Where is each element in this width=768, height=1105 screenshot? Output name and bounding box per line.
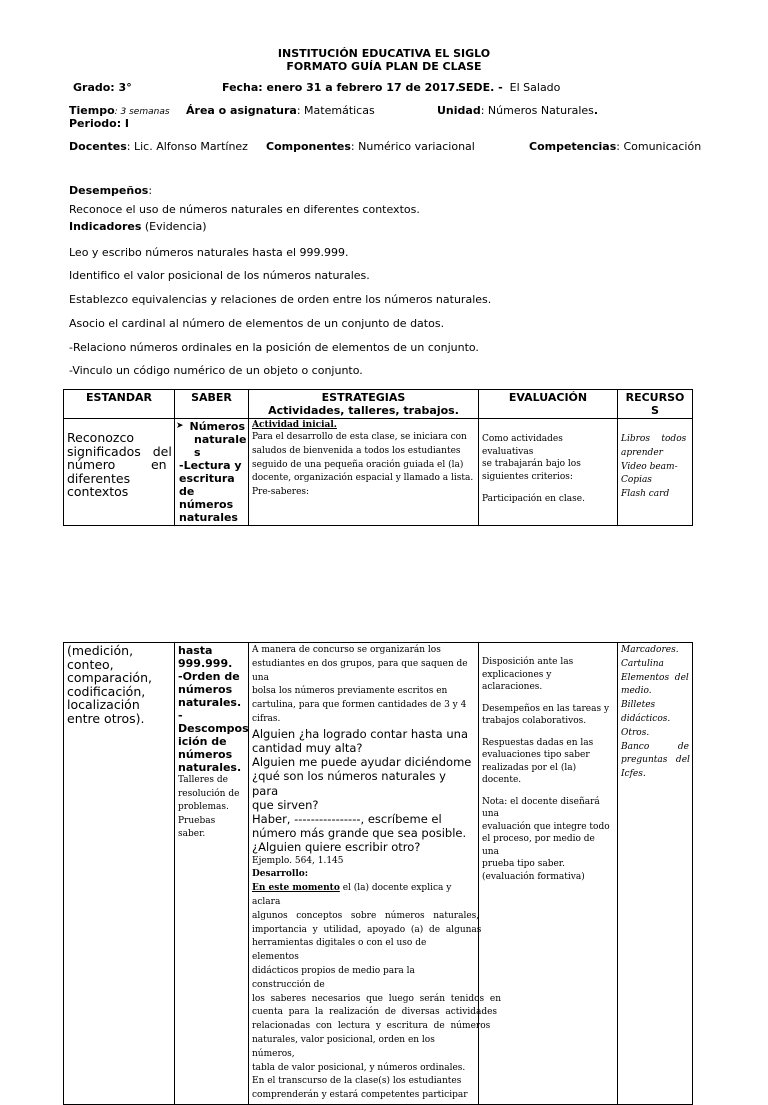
evaluacion-line: Nota: el docente diseñará una (482, 796, 600, 819)
evaluacion-line: evaluaciones tipo saber (482, 750, 590, 760)
indicadores-sub: (Evidencia) (141, 220, 207, 233)
recursos-line: medio. (621, 686, 652, 697)
indicador-item: -Relaciono números ordinales en la posición de elementos de un conjunto. (69, 341, 479, 354)
saber-line: naturales (179, 511, 238, 524)
competencias-value: : Comunicación (616, 140, 702, 153)
estrategias-line: Alguien ¿ha logrado contar hasta una (252, 726, 469, 741)
recursos-cell (618, 643, 693, 1105)
saber-line: de números (179, 485, 234, 511)
estandar-line: localización (67, 697, 140, 712)
institution-title: INSTITUCIÓN EDUCATIVA EL SIGLO (277, 47, 491, 60)
actividad-inicial-title: Actividad inicial. (252, 420, 337, 430)
componentes (266, 140, 475, 153)
unidad-label: Unidad (437, 104, 481, 117)
recursos-line: didácticos. (621, 713, 671, 724)
table-row (64, 643, 693, 1105)
desarrollo-line: algunos conceptos sobre números naturales, (252, 910, 480, 921)
arrow-bullet-icon: ➤ (176, 421, 184, 431)
header-recursos-2: S (651, 404, 659, 417)
desarrollo-lead: En este momento (252, 883, 340, 894)
desarrollo-title: Desarrollo: (252, 869, 309, 880)
desarrollo-first-line (252, 882, 475, 910)
recursos-line: Cartulina (621, 658, 664, 669)
indicador-item: Establezco equivalencias y relaciones de orden entre los números naturales. (69, 293, 492, 306)
recursos-line: Flash card (621, 489, 670, 500)
saber-line: naturales. (178, 696, 242, 709)
desarrollo-line: importancia y utilidad, apoyado (a) de algunas (252, 924, 482, 935)
estrategias-line: estudiantes en dos grupos, para que saquen de una (252, 658, 468, 683)
saber-line: Números (189, 420, 245, 433)
evaluacion-line: Desempeños en las tareas y (482, 703, 610, 714)
evaluacion-spacer (482, 787, 614, 796)
unidad-value: : Números Naturales (480, 104, 594, 117)
desempenos-text: Reconoce el uso de números naturales en diferentes contextos. (69, 203, 420, 216)
saber-cell (175, 419, 249, 526)
indicadores-heading (69, 220, 207, 233)
evaluacion-line: realizadas por el (la) docente. (482, 762, 577, 785)
docentes (69, 140, 248, 153)
desarrollo-line: naturales, valor posicional, orden en los números, (252, 1034, 435, 1059)
recursos-line: Icfes. (621, 769, 646, 780)
evaluacion-line: Como actividades evaluativas (482, 434, 563, 457)
estrategias-cell (249, 419, 479, 526)
saber-line: números (178, 683, 233, 696)
plan-table-page1 (63, 389, 693, 526)
estandar-line: entre otros). (67, 710, 145, 726)
evaluacion-cell (479, 643, 618, 1105)
desarrollo-line: En el transcurso de la clase(s) los estudiantes (252, 1076, 462, 1087)
evaluacion-spacer (482, 694, 614, 703)
desempenos-colon: : (148, 184, 153, 197)
evaluacion-line: prueba tipo saber. (482, 859, 565, 869)
area (186, 104, 375, 117)
evaluacion-line: (evaluación formativa) (482, 871, 585, 882)
table-row (64, 419, 693, 526)
estrategias-example: Ejemplo. 564, 1.145 (252, 855, 344, 866)
recursos-line: Video beam- (621, 461, 678, 472)
estrategias-line: Para el desarrollo de esta clase, se iniciara con (252, 432, 467, 442)
saber-line: 999.999. (178, 657, 233, 670)
periodo: Periodo: I (69, 117, 130, 130)
saber-line: s (194, 446, 201, 459)
area-label: Área o asignatura (186, 104, 297, 117)
recursos-line: Banco de (621, 741, 689, 752)
desarrollo-line: herramientas digitales o con el uso de elementos (252, 938, 427, 963)
evaluacion-cell (479, 419, 618, 526)
recursos-line: Libros todos (621, 434, 687, 444)
indicador-item: -Vinculo un código numérico de un objeto o conjunto. (69, 364, 363, 377)
desarrollo-line: relacionadas con lectura y escritura de números (252, 1021, 491, 1032)
indicadores-label: Indicadores (69, 220, 142, 233)
saber-line: ición de (178, 735, 227, 748)
saber-line: - (178, 709, 183, 722)
estrategias-line: A manera de concurso se organizarán los (252, 645, 441, 655)
indicador-item: Leo y escribo números naturales hasta el 999.999. (69, 246, 349, 259)
estrategias-cell (249, 643, 501, 1105)
estandar-line: diferentes (67, 470, 131, 486)
header-estrategias-sub: Actividades, talleres, trabajos. (268, 404, 459, 417)
desempenos-heading (69, 184, 152, 197)
evaluacion-line: explicaciones y aclaraciones. (482, 669, 552, 692)
indicador-item: Identifico el valor posicional de los números naturales. (69, 269, 370, 282)
evaluacion-line: Respuestas dadas en las (482, 737, 594, 748)
evaluacion-line: el proceso, por medio de una (482, 834, 595, 857)
header-estandar: ESTANDAR (64, 390, 175, 419)
sede-value: El Salado (509, 81, 561, 94)
estrategias-line: Pre-saberes: (252, 487, 310, 498)
saber-line: hasta (178, 644, 213, 657)
estrategias-line: seguido de una pequeña oración guiada el (la) (252, 459, 464, 470)
sede-label: SEDE. - (458, 81, 503, 94)
grado: Grado: 3° (73, 81, 132, 94)
estrategias-line: número más grande que sea posible. (252, 826, 467, 841)
desarrollo-line: comprenderán y estará competentes participar (252, 1090, 468, 1101)
evaluacion-line: Participación en clase. (482, 494, 585, 504)
saber-line: números (178, 748, 233, 761)
saber-line: naturales. (178, 761, 242, 774)
tiempo-value: : 3 semanas (114, 107, 170, 117)
saber-line: Pruebas saber. (178, 815, 216, 839)
recursos-line: Copias (621, 475, 652, 486)
header-recursos (618, 390, 693, 419)
tiempo-label: Tiempo (69, 104, 115, 117)
fecha: Fecha: enero 31 a febrero 17 de 2017. (222, 81, 460, 94)
area-value: : Matemáticas (296, 104, 375, 117)
estandar-line: contextos (67, 484, 129, 499)
tiempo (69, 104, 170, 117)
estandar-line: significados del (67, 443, 172, 459)
header-estrategias-title: ESTRATEGIAS (321, 391, 406, 404)
saber-line: resolución de (178, 788, 240, 799)
competencias-label: Competencias (529, 140, 617, 153)
saber-line: Talleres de (178, 775, 228, 785)
evaluacion-line: se trabajarán bajo los (482, 459, 581, 469)
format-title: FORMATO GUÍA PLAN DE CLASE (286, 60, 482, 73)
desempenos-label: Desempeños (69, 184, 149, 197)
evaluacion-line: trabajos colaborativos. (482, 716, 587, 726)
header-evaluacion: EVALUACIÓN (479, 390, 618, 419)
estandar-line: (medición, (67, 643, 134, 658)
header-saber: SABER (175, 390, 249, 419)
estrategias-line: ¿qué son los números naturales y para (252, 769, 446, 798)
estrategias-line: ¿Alguien quiere escribir otro? (252, 840, 421, 855)
estandar-cell (64, 643, 175, 1105)
unidad-dot: . (593, 104, 599, 117)
saber-line: -Orden de (178, 670, 240, 683)
estrategias-line: cifras. (252, 713, 281, 724)
table-header-row (64, 390, 693, 419)
estrategias-line: cartulina, para que formen cantidades de 3 y 4 (252, 700, 467, 711)
estrategias-line: Haber, ----------------, escríbeme el (252, 812, 442, 826)
estandar-line: Reconozco (67, 430, 134, 445)
docentes-label: Docentes (69, 140, 127, 153)
estandar-line: codificación, (67, 683, 146, 699)
saber-line: naturale (194, 433, 247, 446)
unidad (437, 104, 598, 117)
estrategias-line: cantidad muy alta? (252, 740, 363, 755)
componentes-label: Componentes (266, 140, 351, 153)
evaluacion-spacer (482, 483, 614, 493)
saber-line: escritura (179, 472, 235, 485)
recursos-cell (618, 419, 693, 526)
header-estrategias (249, 390, 479, 419)
saber-line: Descompos (178, 722, 249, 735)
evaluacion-line: siguientes criterios: (482, 471, 573, 482)
sede (458, 81, 560, 94)
estandar-line: conteo, (67, 656, 114, 672)
recursos-line: Marcadores. (621, 645, 679, 655)
estrategias-line: que sirven? (252, 797, 319, 812)
desarrollo-line: los saberes necesarios que luego serán tenidos en (252, 993, 501, 1004)
competencias (529, 140, 701, 153)
saber-line: -Lectura y (179, 459, 242, 472)
evaluacion-spacer (482, 728, 614, 737)
componentes-value: : Numérico variacional (350, 140, 475, 153)
desarrollo-line: tabla de valor posicional, y números ordinales. (252, 1062, 466, 1073)
recursos-line: aprender (621, 447, 663, 458)
estrategias-line: Alguien me puede ayudar diciéndome (252, 755, 472, 770)
desarrollo-line: cuenta para la realización de diversas actividades (252, 1007, 498, 1018)
desarrollo-line: didácticos propios de medio para la construcción de (252, 965, 415, 990)
recursos-line: Elementos del (621, 672, 689, 683)
desarrollo-line: el (la) docente explica y aclara (252, 883, 452, 907)
estrategias-line: bolsa los números previamente escritos en (252, 686, 448, 697)
evaluacion-line: evaluación que integre todo (482, 821, 610, 832)
estandar-line: comparación, (67, 670, 152, 685)
saber-cell (175, 643, 249, 1105)
recursos-line: Billetes (621, 700, 656, 711)
estrategias-line: saludos de bienvenida a todos los estudiantes (252, 445, 461, 456)
header-recursos-1: RECURSO (625, 391, 685, 404)
indicador-item: Asocio el cardinal al número de elementos de un conjunto de datos. (69, 317, 445, 330)
recursos-line: Otros. (621, 727, 650, 738)
estandar-line: número en (67, 457, 167, 472)
saber-line: problemas. (178, 802, 229, 812)
plan-table-page2 (63, 642, 693, 1105)
recursos-line: preguntas del (621, 755, 690, 766)
evaluacion-line: Disposición ante las (482, 657, 574, 667)
estrategias-line: docente, organización espacial y llamado a lista. (252, 473, 474, 484)
estandar-cell (64, 419, 175, 526)
docentes-value: : Lic. Alfonso Martínez (126, 140, 248, 153)
saber-bullet-item (176, 420, 245, 433)
